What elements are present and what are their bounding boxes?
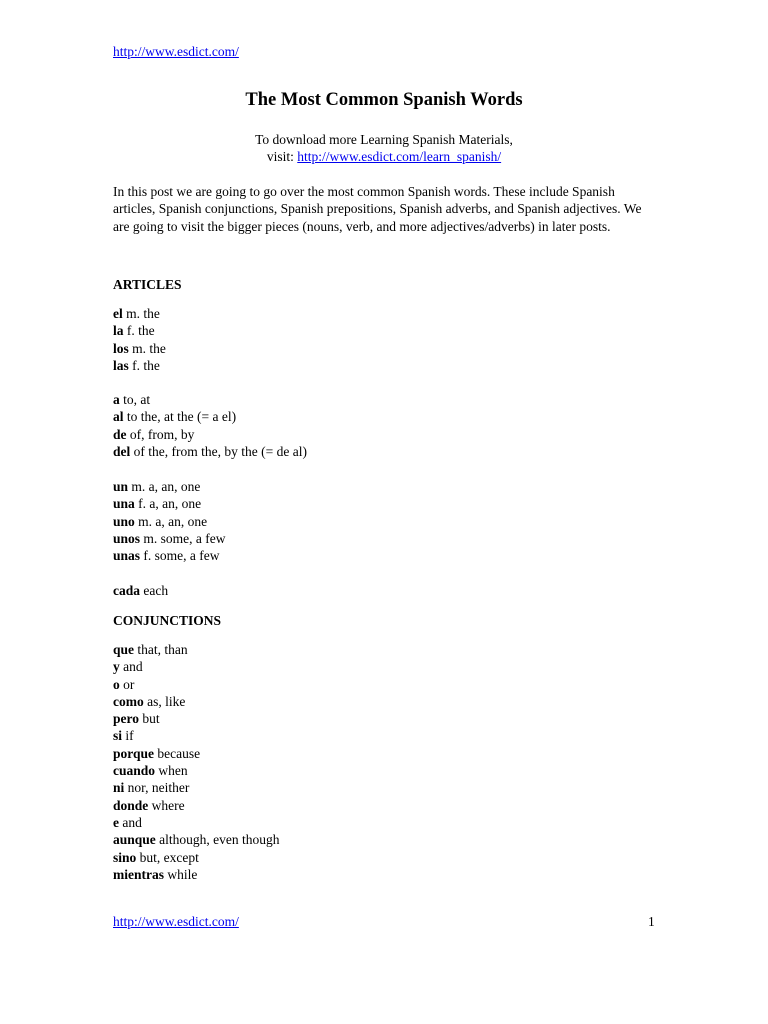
entry-word: los (113, 340, 129, 356)
list-item (113, 641, 280, 658)
entry-definition: m. the (128, 340, 166, 356)
download-link[interactable]: http://www.esdict.com/learn_spanish/ (297, 149, 502, 164)
download-note (0, 131, 768, 165)
entry-definition: f. a, an, one (134, 496, 202, 512)
entry-word: e (113, 814, 119, 830)
entry-definition: where (148, 797, 185, 813)
articles-group-definite (113, 305, 166, 374)
entry-word: aunque (113, 832, 156, 848)
entry-word: cada (113, 583, 140, 598)
entry-definition: while (164, 866, 198, 882)
intro-paragraph: In this post we are going to go over the most common Spanish words. These include Spanish articles, Spanish conjunctions, Spanish prepositions, Spanish adverbs, and Spanish adjectives. We are going to visit the bigger pieces (nouns, verb, and more adjectives/adverbs) in later posts. (113, 184, 642, 234)
list-item (113, 745, 280, 762)
entry-word: sino (113, 849, 137, 865)
entry-definition: although, even though (155, 832, 280, 848)
entry-definition: to the, at the (= a el) (123, 409, 237, 425)
footer-link[interactable]: http://www.esdict.com/ (113, 914, 239, 929)
entry-definition: of the, from the, by the (= de al) (130, 443, 307, 459)
entry-word: si (113, 728, 123, 744)
entry-word: unas (113, 548, 141, 564)
entry-word: pero (113, 711, 139, 727)
list-item (113, 340, 166, 357)
entry-word: las (113, 357, 129, 373)
entry-word: o (113, 676, 120, 692)
entry-definition: or (119, 676, 135, 692)
list-item (113, 443, 307, 460)
entry-definition: because (154, 745, 201, 761)
entry-definition: as, like (143, 693, 186, 709)
entry-definition: each (140, 583, 169, 598)
entry-definition: when (155, 763, 188, 779)
page-title: The Most Common Spanish Words (245, 90, 523, 110)
list-item (113, 495, 226, 512)
list-item (113, 357, 166, 374)
list-item (113, 408, 307, 425)
entry-word: un (113, 479, 129, 494)
list-item (113, 676, 280, 693)
entry-word: el (113, 306, 123, 321)
entry-definition: to, at (119, 392, 151, 407)
list-item (113, 305, 166, 322)
entry-definition: but, except (136, 849, 199, 865)
entry-word: uno (113, 513, 135, 529)
entry-word: cuando (113, 763, 156, 779)
entry-word: a (113, 392, 120, 407)
list-item (113, 779, 280, 796)
entry-definition: but (139, 711, 160, 727)
entry-word: mientras (113, 866, 164, 882)
articles-group-contractions (113, 391, 307, 460)
articles-heading: ARTICLES (113, 277, 182, 292)
list-item (113, 582, 168, 599)
entry-definition: nor, neither (124, 780, 190, 796)
articles-group-indefinite (113, 478, 226, 564)
list-item (113, 530, 226, 547)
entry-definition: and (119, 814, 142, 830)
entry-word: la (113, 323, 124, 339)
entry-definition: m. the (122, 306, 160, 321)
list-item (113, 426, 307, 443)
list-item (113, 762, 280, 779)
download-line1: To download more Learning Spanish Materials, (255, 132, 513, 147)
entry-word: y (113, 659, 120, 675)
list-item (113, 814, 280, 831)
list-item (113, 849, 280, 866)
conjunctions-heading: CONJUNCTIONS (113, 613, 222, 628)
entry-definition: f. some, a few (140, 548, 220, 564)
entry-definition: f. the (128, 357, 160, 373)
entry-word: que (113, 642, 135, 657)
list-item (113, 322, 166, 339)
list-item (113, 658, 280, 675)
entry-definition: that, than (134, 642, 188, 657)
list-item (113, 710, 280, 727)
entry-definition: f. the (123, 323, 155, 339)
list-item (113, 391, 307, 408)
list-item (113, 831, 280, 848)
list-item (113, 513, 226, 530)
entry-word: donde (113, 797, 149, 813)
entry-word: del (113, 443, 131, 459)
list-item (113, 478, 226, 495)
entry-word: como (113, 693, 144, 709)
entry-definition: m. a, an, one (134, 513, 208, 529)
articles-group-each (113, 582, 168, 599)
entry-word: al (113, 409, 124, 425)
list-item (113, 727, 280, 744)
conjunctions-list (113, 641, 280, 883)
entry-definition: if (122, 728, 134, 744)
list-item (113, 693, 280, 710)
download-line2 (0, 148, 768, 165)
list-item (113, 866, 280, 883)
entry-definition: m. a, an, one (128, 479, 201, 494)
page-number: 1 (648, 914, 655, 929)
entry-definition: m. some, a few (140, 530, 226, 546)
entry-definition: of, from, by (126, 426, 195, 442)
entry-definition: and (119, 659, 143, 675)
list-item (113, 797, 280, 814)
header-link[interactable]: http://www.esdict.com/ (113, 44, 239, 59)
list-item (113, 547, 226, 564)
entry-word: porque (113, 745, 155, 761)
download-prefix: visit: (266, 149, 298, 164)
entry-word: ni (113, 780, 125, 796)
entry-word: unos (113, 530, 141, 546)
entry-word: de (113, 426, 127, 442)
entry-word: una (113, 496, 135, 512)
